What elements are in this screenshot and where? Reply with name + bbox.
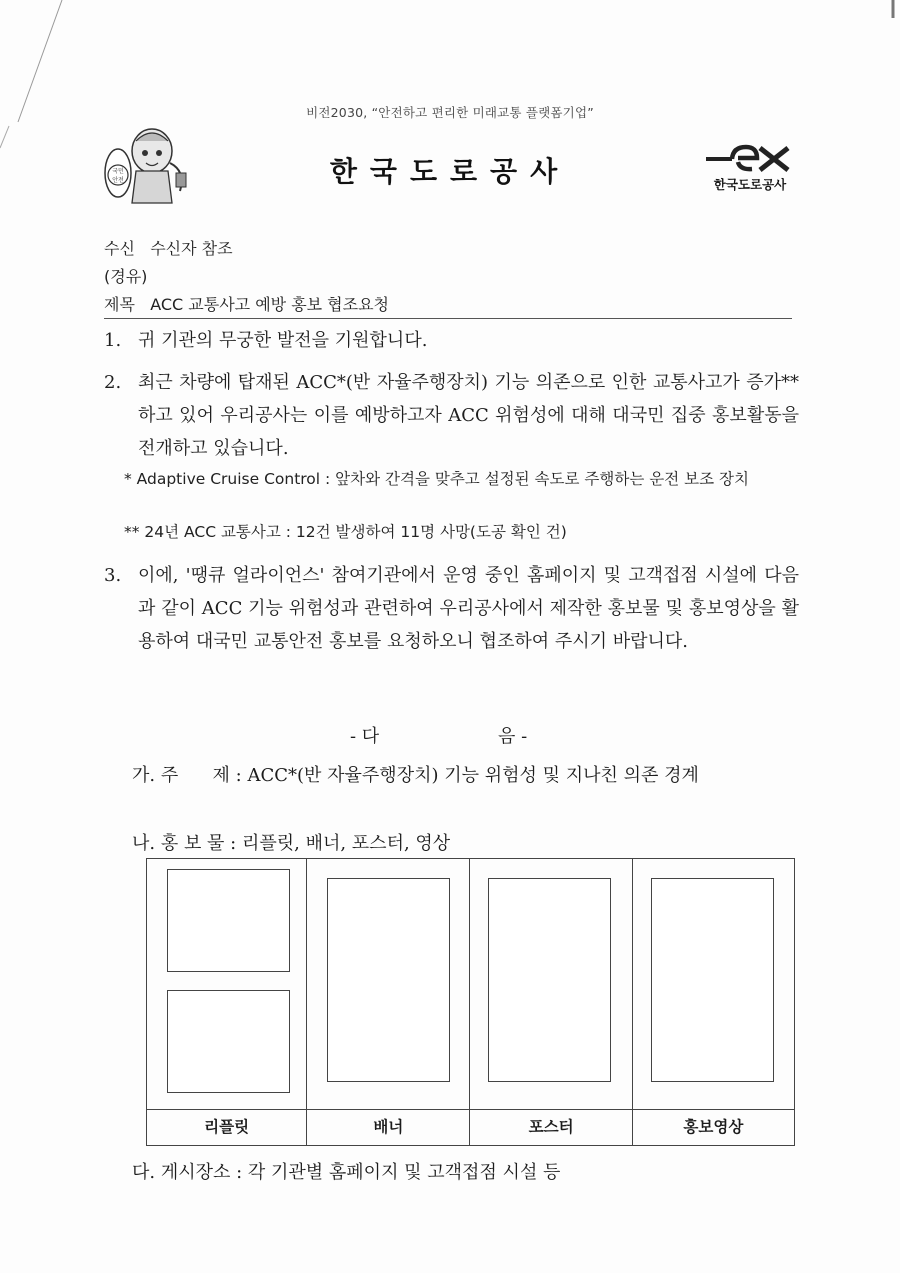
item-topic-value: ACC*(반 자율주행장치) 기능 위험성 및 지나친 의존 경계 — [247, 765, 699, 786]
paragraph-1-number: 1. — [104, 330, 122, 351]
header-divider — [104, 318, 792, 319]
paragraph-2 — [104, 366, 799, 465]
logo-caption: 한국도로공사 — [713, 177, 787, 192]
recipient-label: 수신 — [104, 239, 135, 258]
paragraph-3-text: 이에, '땡큐 얼라이언스' 참여기관에서 운영 중인 홈페이지 및 고객접점 시설에 다음과 같이 ACC 기능 위험성과 관련하여 우리공사에서 제작한 홍보물 및 홍보영상을 활용하여 대국민 교통안전 홍보를 요청하오니 협조하여 주시기 바랍니다. — [138, 565, 799, 652]
label-video: 홍보영상 — [632, 1110, 794, 1146]
label-poster: 포스터 — [470, 1110, 632, 1146]
item-location — [132, 1157, 800, 1189]
promo-materials-table — [146, 858, 795, 1146]
org-title: 한국도로공사 — [329, 155, 571, 188]
item-location-label: 다. 게시장소 : — [132, 1162, 243, 1183]
details-heading-left: - 다 — [350, 726, 380, 747]
banner-cell — [307, 859, 470, 1110]
paragraph-3 — [104, 559, 799, 658]
poster-image — [488, 878, 611, 1082]
banner-image — [327, 878, 450, 1082]
paragraph-2-number: 2. — [104, 372, 122, 393]
label-banner: 배너 — [307, 1110, 470, 1146]
paragraph-1 — [104, 324, 799, 357]
item-materials — [132, 828, 800, 860]
footnote-acc: * Adaptive Cruise Control : 앞차와 간격을 맞추고 설정된 속도로 주행하는 운전 보조 장치 — [124, 470, 749, 488]
paragraph-2-text: 최근 차량에 탑재된 ACC*(반 자율주행장치) 기능 의존으로 인한 교통사고가 증가**하고 있어 우리공사는 이를 예방하고자 ACC 위험성에 대해 대국민 집중 홍보활동을 전개하고 있습니다. — [138, 372, 799, 459]
subject-line — [104, 292, 389, 315]
recipient-value: 수신자 참조 — [150, 239, 233, 258]
item-materials-label: 나. 홍 보 물 : — [132, 833, 237, 854]
leaflet-cell — [147, 859, 307, 1110]
label-leaflet: 리플릿 — [147, 1110, 307, 1146]
poster-cell — [470, 859, 632, 1110]
leaflet-image-bottom — [167, 990, 290, 1093]
via-line: (경유) — [104, 267, 148, 286]
item-topic — [132, 760, 800, 792]
item-topic-label: 가. 주 제 : — [132, 765, 242, 786]
subject-value: ACC 교통사고 예방 홍보 협조요청 — [150, 295, 390, 314]
video-image — [651, 878, 774, 1082]
svg-text:국민: 국민 — [112, 168, 124, 175]
paragraph-3-number: 3. — [104, 565, 122, 586]
svg-text:안전: 안전 — [112, 177, 124, 184]
vision-statement: 비전2030, “안전하고 편리한 미래교통 플랫폼기업” — [306, 105, 594, 120]
item-location-value: 각 기관별 홈페이지 및 고객접점 시설 등 — [247, 1162, 561, 1183]
video-cell — [632, 859, 794, 1110]
leaflet-image-top — [167, 869, 290, 972]
details-heading-right: 음 - — [498, 726, 528, 747]
footnote-accidents: ** 24년 ACC 교통사고 : 12건 발생하여 11명 사망(도공 확인 건) — [124, 523, 567, 541]
recipient-line — [104, 236, 233, 259]
paragraph-1-text: 귀 기관의 무궁한 발전을 기원합니다. — [138, 330, 428, 351]
item-materials-value: 리플릿, 배너, 포스터, 영상 — [241, 833, 451, 854]
subject-label: 제목 — [104, 295, 135, 314]
